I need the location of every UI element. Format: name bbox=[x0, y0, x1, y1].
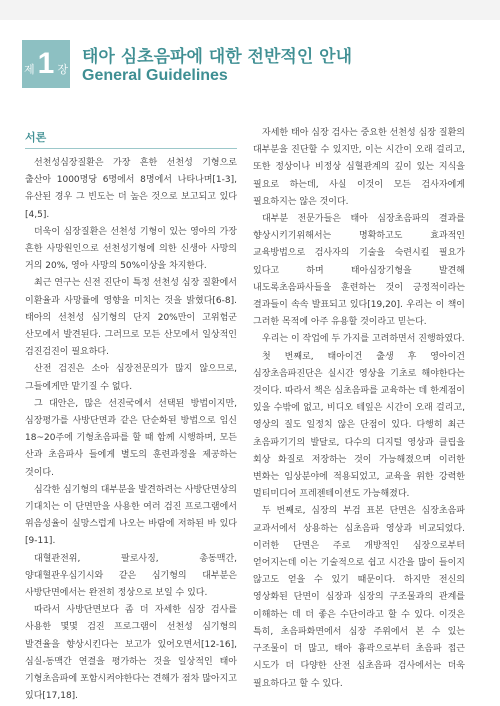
body-paragraph: 대부분 전문가들은 태아 심장초음파의 결과를 향상시키기위해서는 명확하고도 효과적인 교육방법으로 검사자의 기술을 숙련시킬 필요가 있다고 하며 태아심장기형을 발견해 내도록초음파사들을 훈련하는 것이 긍정적이라는 결과들이 속속 발표되고 있다[19,20]. 우리는 이 책이 그러한 목적에 아주 유용할 것이라고 믿는다. bbox=[253, 214, 465, 328]
body-paragraph: 따라서 사방단면보다 좀 더 자세한 심장 검사를 사용한 몇몇 검진 프로그램이 선천성 심기형의 발견율을 향상시킨다는 보고가 있어오면서[12-16], 심실-동맥간 연결을 평가하는 것을 일상적인 태아 기형초음파에 포함시켜야한다는 견해가 점차 많아지고 있다[17,18]. bbox=[25, 605, 237, 702]
body-paragraph: 그 대안은, 많은 선진국에서 선택된 방법이지만, 심장평가를 사방단면과 같은 단순화된 방법으로 임신 18~20주에 기형초음파를 할 때 함께 시행하며, 모든 산과 초음파사 들에게 별도의 훈련과정을 제공하는 것이다. bbox=[25, 398, 237, 478]
right-column bbox=[253, 125, 465, 693]
body-paragraph: 대혈관전위, 팔로사징, 총동맥간, 양대혈관우심기시와 같은 심기형의 대부분은 사방단면에서는 완전히 정상으로 보일 수 있다. bbox=[25, 553, 237, 599]
body-paragraph: 우리는 이 작업에 두 가지를 고려하면서 진행하였다. bbox=[262, 334, 465, 345]
body-paragraph: 산전 검진은 소아 심장전문의가 많지 않으므로, 그들에게만 맡기질 수 없다. bbox=[25, 364, 237, 392]
section-heading: 서론 bbox=[25, 131, 47, 144]
body-paragraph: 자세한 태아 심장 검사는 중요한 선천성 심장 질환의 대부분을 진단할 수 있지만, 이는 시간이 오래 걸리고, 또한 정상이나 비정상 심혈관계의 깊이 있는 지식을 필요로 하는데, 사실 이것이 모든 검사자에게 필요하지는 않은 것이다. bbox=[253, 128, 465, 207]
body-paragraph: 심각한 심기형의 대부분을 발견하려는 사방단면상의 기대치는 이 단면만을 사용한 여러 검진 프로그램에서 위음성율이 실망스럽게 나오는 바람에 저하된 바 있다[9-11]. bbox=[25, 484, 237, 547]
chapter-prefix: 제 bbox=[24, 62, 35, 76]
top-margin-band bbox=[0, 0, 500, 20]
section-divider bbox=[25, 148, 237, 149]
chapter-title-english: General Guidelines bbox=[82, 67, 228, 84]
chapter-header bbox=[0, 20, 500, 100]
body-paragraph: 첫 번째로, 태아이건 출생 후 영아이건 심장초음파진단은 실시간 영상을 기초로 해야한다는 것이다. 따라서 책은 심초음파를 교육하는 데 한계점이 있을 수밖에 없고, 비디오 테잎은 시간이 오래 걸리고, 영상의 질도 일정치 않은 단점이 있다. 다행히 최근 초음파기기의 발달로, 다수의 디지털 영상과 클립을 회상 화질로 저장하는 것이 가능해졌으며 이러한 변화는 임상분야에 적용되었고, 교육을 위한 강력한 멀티미디어 프레젠테이션도 가능해졌다. bbox=[253, 351, 465, 500]
body-paragraph: 최근 연구는 신전 진단이 특정 선천성 심장 질환에서 이환율과 사망률에 영향을 미치는 것을 밝혔다[6-8]. 태아의 선천성 심기형의 단지 20%만이 고위험군 산모에서 발견된다. 그러므로 모든 산모에서 일상적인 검진검진이 필요하다. bbox=[25, 278, 237, 358]
body-paragraph: 두 번째로, 심장의 부검 표본 단면은 심장초음파 교과서에서 상용하는 심초음파 영상과 비교되었다. 이러한 단면은 주로 개방적인 심장으로부터 얻어지는데 이는 기술적으로 쉽고 시간을 많이 들이지 않고도 얻을 수 있기 때문이다. 하지만 전신의 영상화된 단면이 심장과 심장의 구조물과의 관계를 이해하는 데 더 좋은 수단이라고 할 수 있다. 이것은 특히, 초음파화면에서 심장 주위에서 본 수 있는 구조물이 더 많고, 태아 흉곽으로부터 초음파 접근 시도가 더 다양한 산전 심초음파 검사에서는 더욱 필요하다고 할 수 있다. bbox=[253, 506, 465, 689]
left-column bbox=[25, 130, 237, 706]
chapter-suffix: 장 bbox=[57, 62, 68, 76]
chapter-number: 1 bbox=[37, 47, 55, 80]
body-paragraph: 선천성심장질환은 가장 흔한 선천성 기형으로 출산아 1000명당 6명에서 8명에서 나타나며[1-3], 유산된 경우 그 빈도는 더 높은 것으로 보고되고 있다[4,5]. bbox=[25, 158, 237, 220]
body-paragraph: 더욱이 심장질환은 선천성 기형이 있는 영아의 가장 흔한 사망원인으로 선천성기형에 의한 신생아 사망의 거의 20%, 영아 사망의 50%이상을 차지한다. bbox=[25, 226, 237, 272]
chapter-badge bbox=[22, 40, 70, 88]
chapter-title-korean: 태아 심초음파에 대한 전반적인 안내 bbox=[82, 47, 353, 67]
